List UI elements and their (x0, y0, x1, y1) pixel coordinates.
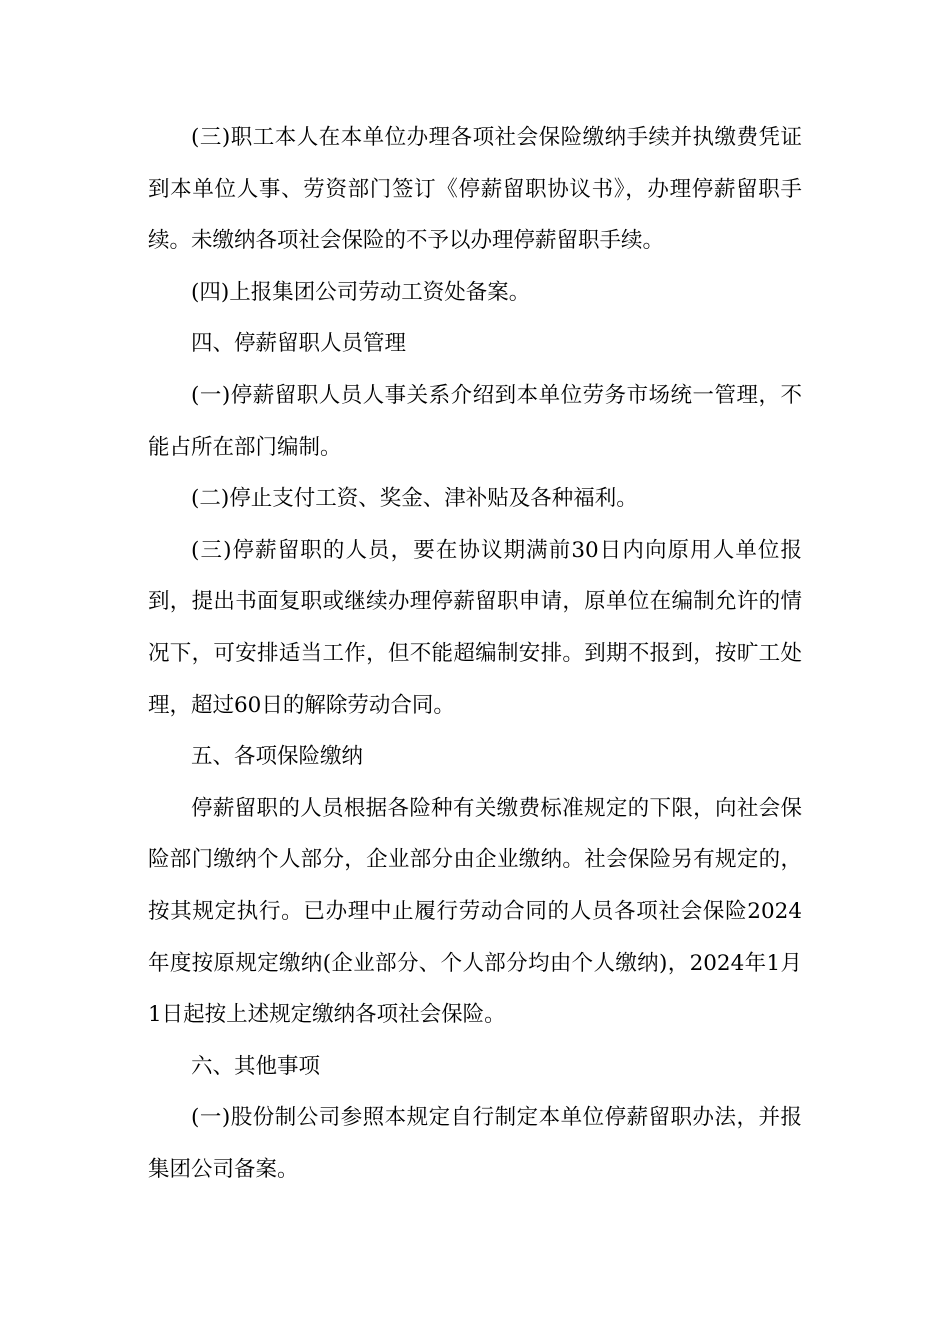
paragraph-joint-stock-companies: (一)股份制公司参照本规定自行制定本单位停薪留职办法，并报集团公司备案。 (148, 1105, 802, 1182)
section-heading-insurance: 五、各项保险缴纳 (191, 744, 364, 770)
section-heading-other-matters: 六、其他事项 (191, 1053, 321, 1079)
section-heading-personnel-management: 四、停薪留职人员管理 (191, 331, 407, 357)
paragraph-return-report: (三)停薪留职的人员，要在协议期满前30日内向原用人单位报到，提出书面复职或继续办理停薪留职申请，原单位在编制允许的情况下，可安排适当工作，但不能超编制安排。到期不报到，按旷工处理，超过60日的解除劳动合同。 (148, 537, 802, 718)
paragraph-contribution-procedure: (三)职工本人在本单位办理各项社会保险缴纳手续并执缴费凭证到本单位人事、劳资部门签订《停薪留职协议书》，办理停薪留职手续。未缴纳各项社会保险的不予以办理停薪留职手续。 (148, 125, 802, 254)
paragraph-stop-pay: (二)停止支付工资、奖金、津补贴及各种福利。 (191, 486, 638, 512)
document-page (148, 112, 802, 1195)
paragraph-labor-market-management: (一)停薪留职人员人事关系介绍到本单位劳务市场统一管理，不能占所在部门编制。 (148, 382, 802, 460)
paragraph-report-filing: (四)上报集团公司劳动工资处备案。 (191, 279, 531, 305)
paragraph-insurance-payment: 停薪留职的人员根据各险种有关缴费标准规定的下限，向社会保险部门缴纳个人部分，企业部分由企业缴纳。社会保险另有规定的，按其规定执行。已办理中止履行劳动合同的人员各项社会保险2024年度按原规定缴纳(企业部分、个人部分均由个人缴纳)，2024年1月1日起按上述规定缴纳各项社会保险。 (148, 795, 802, 1028)
